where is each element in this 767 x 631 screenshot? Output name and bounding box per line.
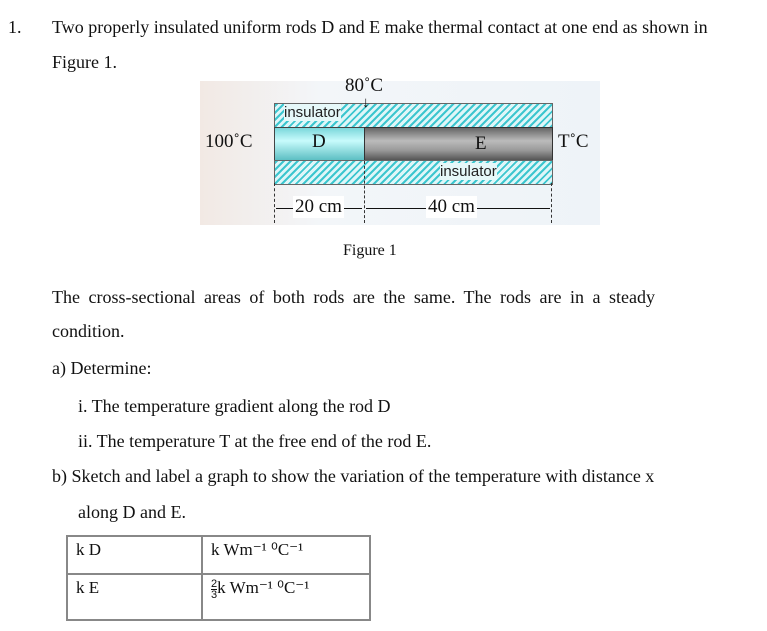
paragraph-line-2: condition. (52, 321, 125, 341)
figure-1 (200, 75, 600, 225)
part-a-label: a) Determine: (52, 358, 152, 378)
right-temp-label: T˚C (558, 131, 589, 152)
rod-d-label: D (312, 131, 326, 152)
fraction-denominator: 3 (211, 588, 218, 601)
dimension-line (551, 183, 552, 223)
junction-temp-label: 80˚C (345, 75, 383, 96)
rod-e-label: E (475, 133, 487, 154)
arrow-down-icon: ↓ (362, 95, 370, 111)
table-cell-value (202, 574, 370, 620)
intro-line-1: Two properly insulated uniform rods D and E make thermal contact at one end as shown in (52, 17, 708, 37)
insulator-top-label: insulator (284, 104, 341, 121)
rod-e (364, 127, 553, 161)
table-cell-value: k Wm⁻¹ ⁰C⁻¹ (202, 536, 370, 574)
paragraph-line-1: The cross-sectional areas of both rods are the same. The rods are in a steady (52, 287, 655, 307)
question-number: 1. (8, 17, 22, 37)
intro-line-2: Figure 1. (52, 52, 117, 72)
insulator-bottom (274, 160, 553, 185)
conductivity-table (66, 535, 371, 621)
dimension-line (274, 183, 275, 223)
table-cell-label: k E (67, 574, 202, 620)
dimension-line (364, 161, 365, 223)
unit-text: k Wm⁻¹ ⁰C⁻¹ (217, 578, 310, 597)
table-row (67, 536, 370, 574)
part-b-line-2: along D and E. (78, 502, 186, 522)
part-a-i: i. The temperature gradient along the rod D (78, 396, 391, 416)
length-d-label: 20 cm (295, 196, 342, 217)
figure-caption: Figure 1 (343, 242, 397, 259)
table-cell-label: k D (67, 536, 202, 574)
fraction-numerator: 2 (211, 577, 218, 590)
table-row (67, 574, 370, 620)
part-b-line-1: b) Sketch and label a graph to show the variation of the temperature with distance x (52, 466, 655, 486)
length-e-label: 40 cm (428, 196, 475, 217)
insulator-bottom-label: insulator (440, 163, 497, 180)
left-temp-label: 100˚C (205, 131, 253, 152)
part-a-ii: ii. The temperature T at the free end of the rod E. (78, 431, 432, 451)
